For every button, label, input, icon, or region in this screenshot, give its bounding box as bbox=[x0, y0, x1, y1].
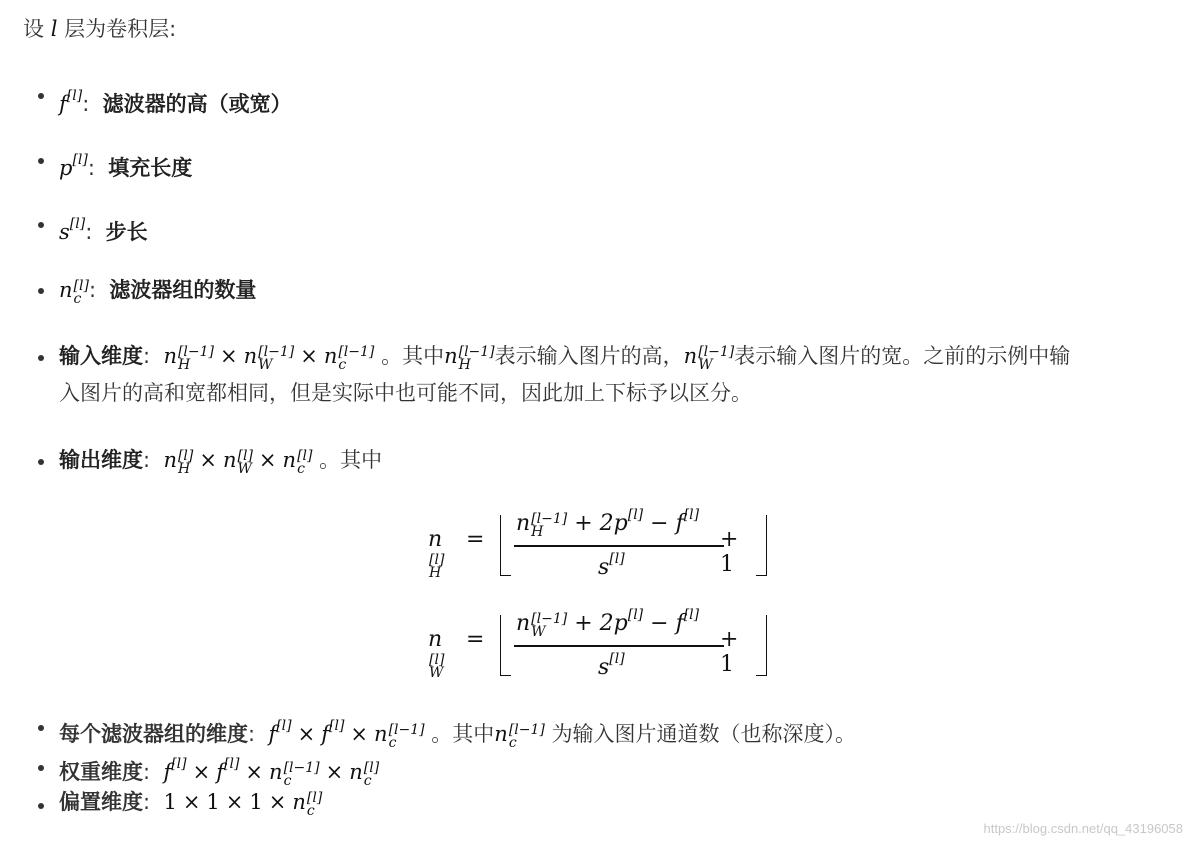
input-text1: 。其中 bbox=[381, 344, 445, 368]
math-f: f[l] bbox=[59, 88, 83, 116]
list-item-filter-size: f[l]: 滤波器的高（或宽） bbox=[59, 88, 292, 116]
list-item-num-filters: n [l] c : 滤波器组的数量 bbox=[59, 278, 257, 307]
output-text1: 。其中 bbox=[319, 448, 383, 472]
bullet-dot bbox=[38, 459, 44, 465]
math-p: p[l] bbox=[59, 152, 88, 180]
stride-label: 步长 bbox=[105, 220, 148, 244]
weights-title: 权重维度 bbox=[59, 760, 143, 784]
filter-group-text2: 为输入图片通道数（也称深度）。 bbox=[551, 722, 857, 746]
input-dims-line2: 入图片的高和宽都相同，但是实际中也可能不同，因此加上下标予以区分。 bbox=[59, 381, 752, 405]
filter-group-title: 每个滤波器组的维度 bbox=[59, 722, 248, 746]
filter-size-label: 滤波器的高（或宽） bbox=[102, 92, 292, 116]
bullet-dot bbox=[38, 93, 44, 99]
list-item-bias-dims: 偏置维度: 1 × 1 × 1 × n [l] c bbox=[59, 790, 323, 819]
output-dims-title: 输出维度 bbox=[59, 448, 143, 472]
intro-suffix: 层为卷积层: bbox=[64, 17, 177, 41]
intro-var: l bbox=[50, 17, 58, 41]
list-item-input-dims: 输入维度: n [l−1] H × n [l−1] W × n [l−1] c 。其中n [l−1] H 表示输入图片的高，n [l−1] W 表示输入图片的宽。之前的示例中输 bbox=[59, 344, 1071, 373]
input-dims-title: 输入维度 bbox=[59, 344, 143, 368]
list-item-weights-dims: 权重维度: f[l] × f[l] × n [l−1] c × n [l] c bbox=[59, 756, 380, 789]
list-item-output-dims: 输出维度: n [l] H × n [l] W × n [l] c 。其中 bbox=[59, 448, 383, 477]
intro-prefix: 设 bbox=[23, 17, 44, 41]
list-item-stride: s[l]: 步长 bbox=[59, 216, 148, 244]
bullet-dot bbox=[38, 765, 44, 771]
padding-label: 填充长度 bbox=[108, 156, 193, 180]
intro-line bbox=[23, 14, 176, 44]
list-item-filter-group-dims: 每个滤波器组的维度: f[l] × f[l] × n [l−1] c 。其中n [l−1] c 为输入图片通道数（也称深度）。 bbox=[59, 718, 857, 751]
bullet-dot bbox=[38, 222, 44, 228]
bullet-dot bbox=[38, 288, 44, 294]
bullet-dot bbox=[38, 803, 44, 809]
bullet-dot bbox=[38, 725, 44, 731]
math-nc: n [l] c bbox=[59, 278, 89, 307]
filter-group-text1: 。其中 bbox=[431, 722, 495, 746]
bullet-dot bbox=[38, 355, 44, 361]
list-item-padding: p[l]: 填充长度 bbox=[59, 152, 193, 180]
num-filters-label: 滤波器组的数量 bbox=[109, 278, 257, 302]
input-text2: 表示输入图片的高， bbox=[494, 344, 684, 368]
bias-title: 偏置维度 bbox=[59, 790, 143, 814]
bullet-dot bbox=[38, 158, 44, 164]
input-text3: 表示输入图片的宽。之前的示例中输 bbox=[734, 344, 1071, 368]
watermark: https://blog.csdn.net/qq_43196058 bbox=[983, 821, 1183, 836]
math-s: s[l] bbox=[59, 216, 86, 244]
